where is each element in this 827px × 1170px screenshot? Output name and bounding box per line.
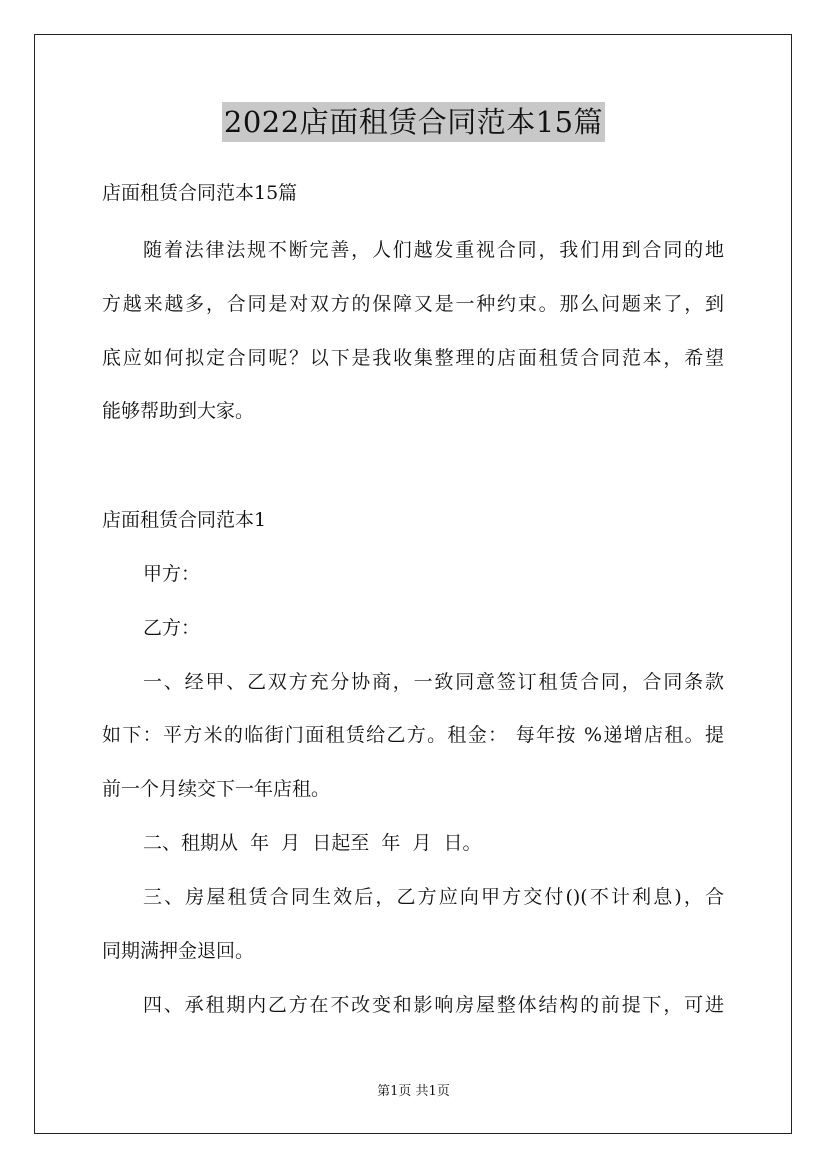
clause1-line-2: 如下：平方米的临街门面租赁给乙方。租金： 每年按 %递增店租。提: [102, 724, 724, 746]
intro-line-4: 能够帮助到大家。: [102, 400, 255, 422]
clause2-text: 二、租期从 年 月 日起至 年 月 日。: [143, 832, 482, 854]
intro-line-3: 底应如何拟定合同呢？以下是我收集整理的店面租赁合同范本，希望: [102, 347, 724, 369]
intro-line-2: 方越来越多，合同是对双方的保障又是一种约束。那么问题来了，到: [102, 293, 724, 315]
document-title: 2022店面租赁合同范本15篇: [222, 102, 605, 142]
clause1-line-3: 前一个月续交下一年店租。: [102, 778, 331, 800]
party-a-label: 甲方：: [143, 563, 201, 585]
document-subtitle: 店面租赁合同范本15篇: [102, 182, 298, 204]
clause4-line-1: 四、承租期内乙方在不改变和影响房屋整体结构的前提下，可进: [143, 994, 724, 1016]
clause3-line-2: 同期满押金退回。: [102, 940, 255, 962]
intro-line-1: 随着法律法规不断完善，人们越发重视合同，我们用到合同的地: [143, 239, 724, 261]
clause3-line-1: 三、房屋租赁合同生效后，乙方应向甲方交付()(不计利息)，合: [143, 886, 724, 908]
party-b-label: 乙方：: [143, 617, 201, 639]
section-heading: 店面租赁合同范本1: [102, 509, 267, 531]
page-footer: 第1页 共1页: [377, 1084, 450, 1099]
title-container: [0, 102, 827, 142]
clause1-line-1: 一、经甲、乙双方充分协商，一致同意签订租赁合同，合同条款: [143, 671, 724, 693]
